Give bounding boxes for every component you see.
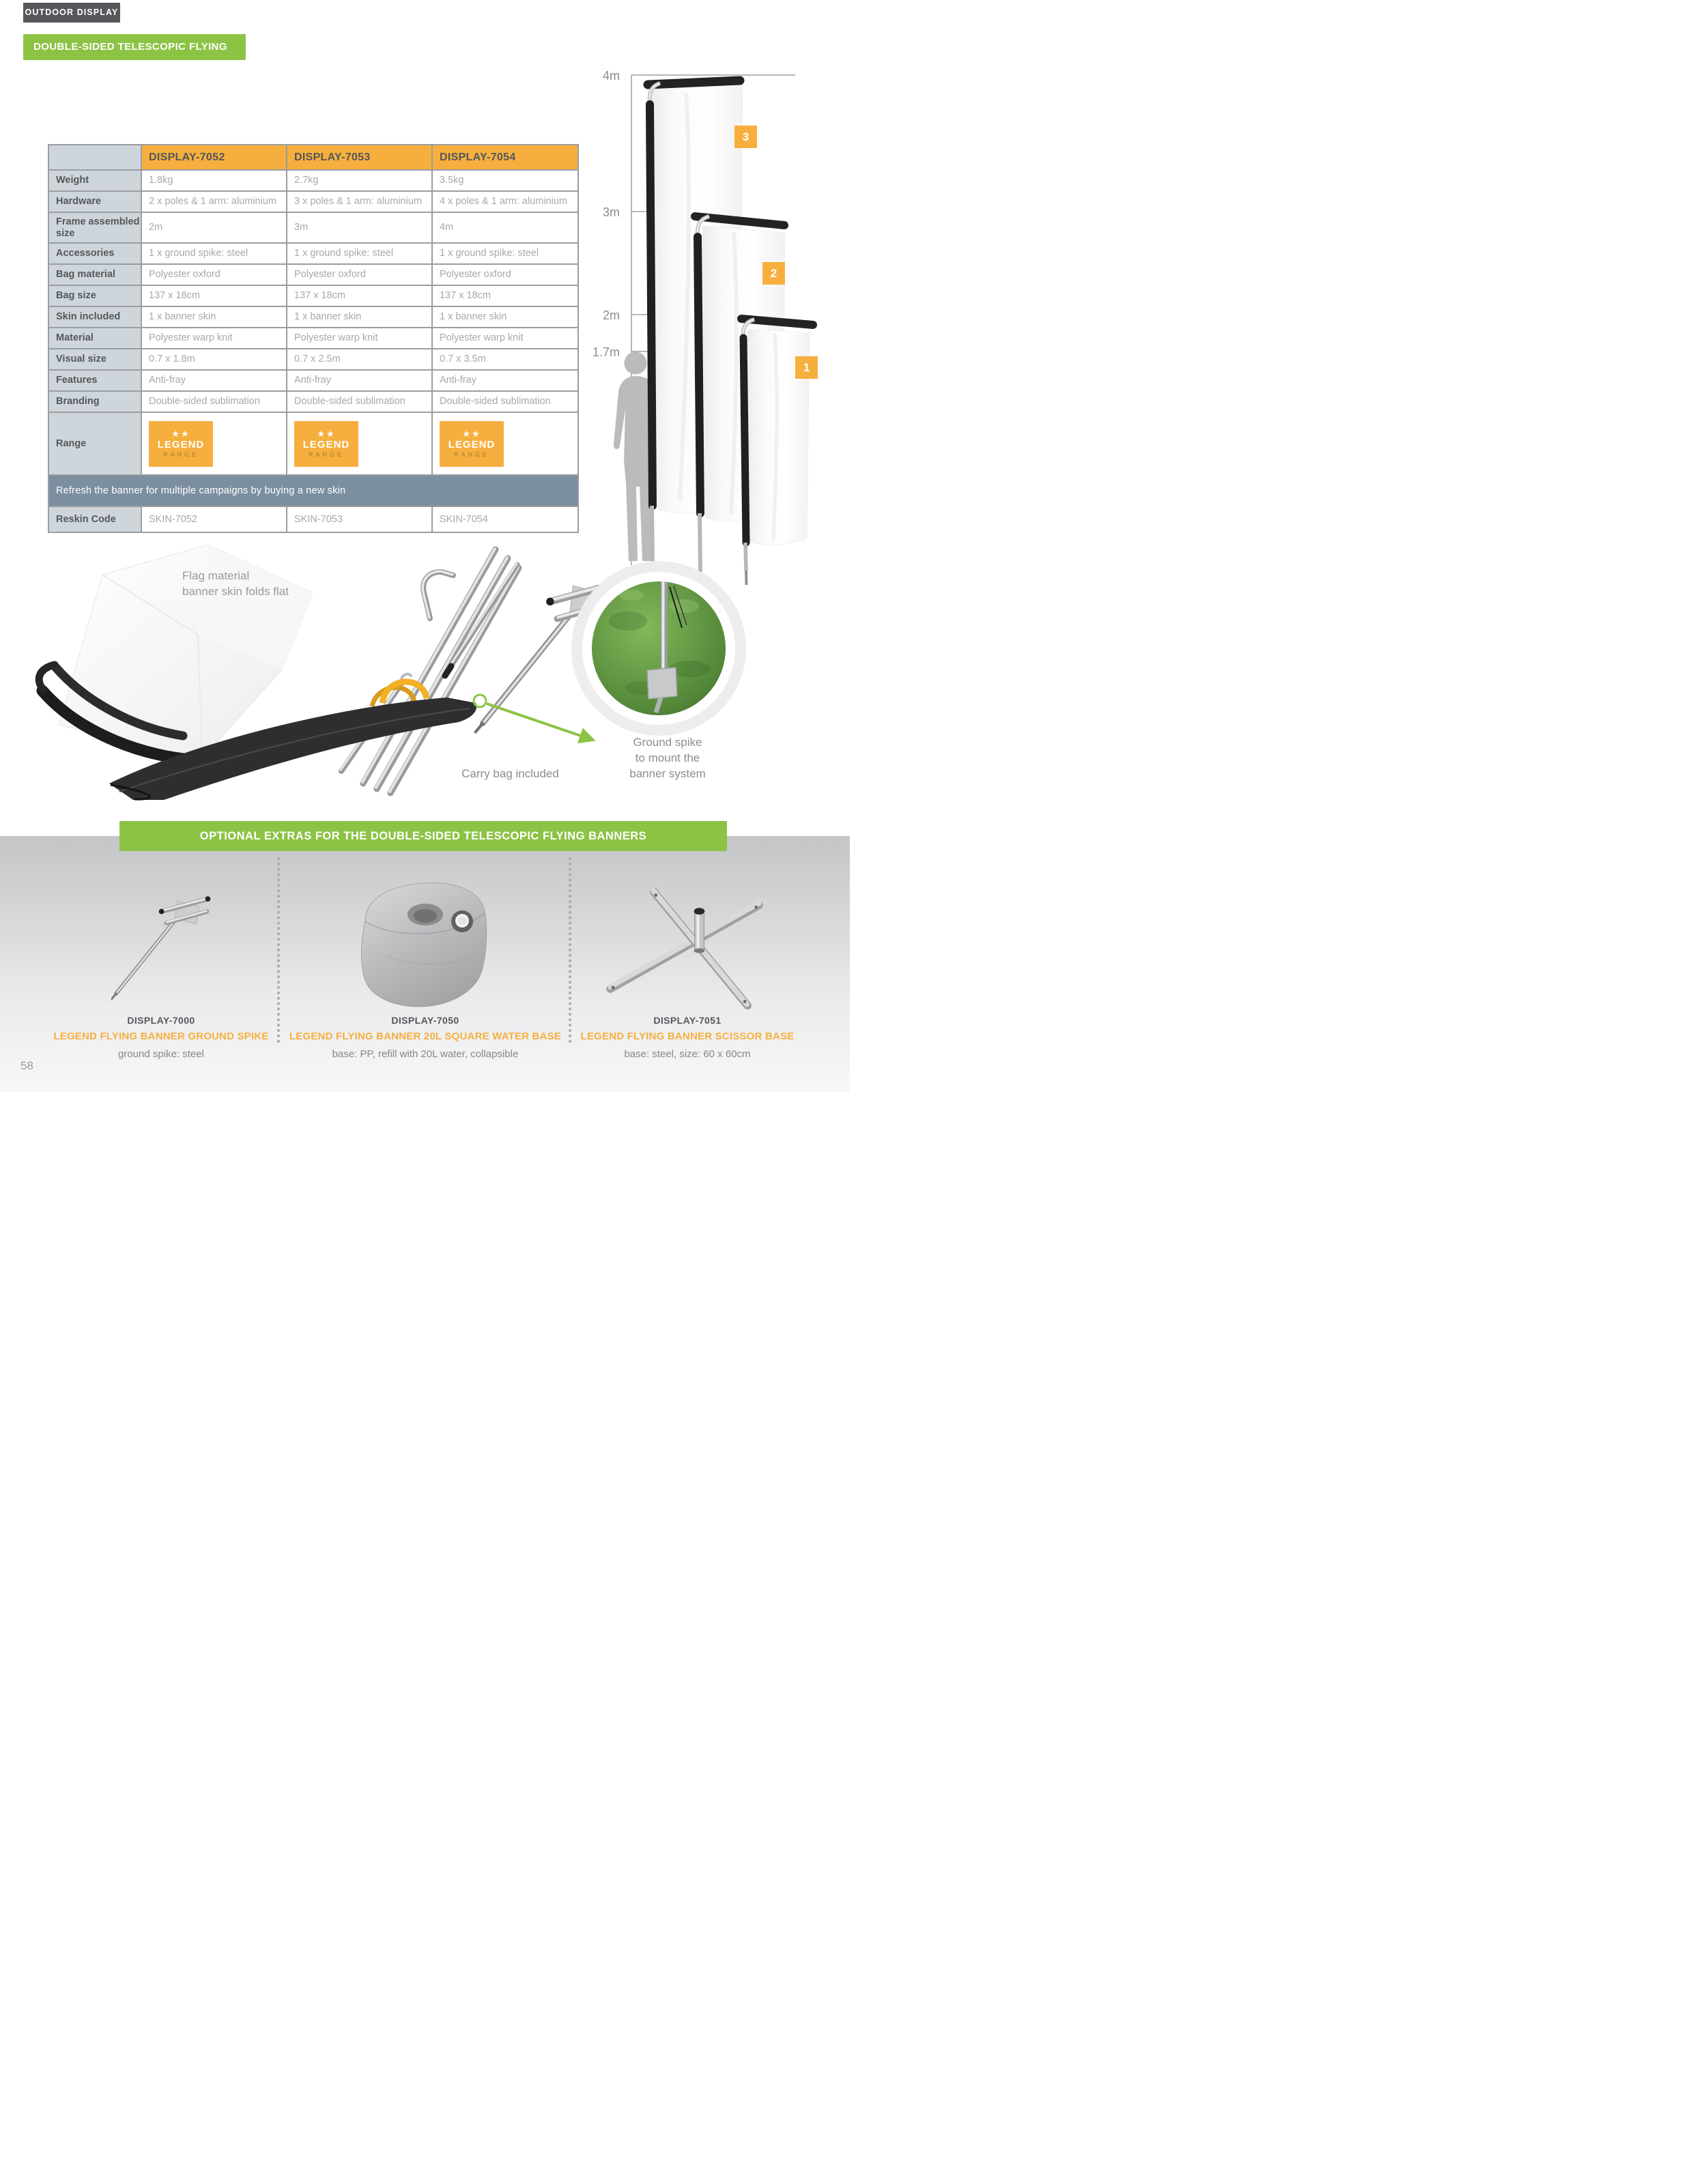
category-tag: OUTDOOR DISPLAY (23, 3, 120, 23)
cell: 2.7kg (287, 170, 432, 191)
row-label: Skin included (48, 306, 141, 328)
cell (141, 412, 287, 475)
product-name: LEGEND FLYING BANNER SCISSOR BASE (580, 1031, 795, 1042)
cell: Polyester warp knit (287, 328, 432, 349)
cell: 3.5kg (432, 170, 578, 191)
cell (287, 412, 432, 475)
legend-range-badge (440, 421, 504, 467)
product-code: DISPLAY-7000 (127, 1015, 195, 1026)
range-brand: LEGEND (157, 438, 205, 450)
cell: 137 x 18cm (432, 285, 578, 306)
product-name: LEGEND FLYING BANNER 20L SQUARE WATER BASE (289, 1031, 562, 1042)
note-row (48, 475, 578, 506)
stars-icon: ★★ (462, 428, 481, 439)
table-row (48, 370, 578, 391)
page-number: 58 (20, 1059, 33, 1072)
cell: 0.7 x 2.5m (287, 349, 432, 370)
cell: SKIN-7052 (141, 506, 287, 532)
cell: Polyester warp knit (432, 328, 578, 349)
range-word: RANGE (162, 450, 199, 458)
cell: SKIN-7054 (432, 506, 578, 532)
caption-line: banner skin folds flat (182, 585, 289, 598)
cell: Double-sided sublimation (432, 391, 578, 412)
cell: 0.7 x 3.5m (432, 349, 578, 370)
range-word: RANGE (453, 450, 489, 458)
cell: 2m (141, 212, 287, 243)
product-card (11, 1015, 311, 1060)
table-header-row (48, 145, 578, 170)
product-desc: ground spike: steel (118, 1048, 204, 1060)
cell: 137 x 18cm (141, 285, 287, 306)
cell: Polyester warp knit (141, 328, 287, 349)
range-word: RANGE (308, 450, 344, 458)
cell: 2 x poles & 1 arm: aluminium (141, 191, 287, 212)
badge-3: 3 (734, 126, 757, 148)
table-row (48, 191, 578, 212)
banner-size-illustration (584, 65, 850, 594)
tick-4m: 4m (602, 69, 620, 83)
product-card (275, 1015, 575, 1060)
caption-line: banner system (629, 767, 706, 780)
cell: 1 x ground spike: steel (141, 243, 287, 264)
product-code: DISPLAY-7051 (653, 1015, 722, 1026)
column-header: DISPLAY-7052 (141, 145, 287, 170)
reskin-row (48, 506, 578, 532)
table-row (48, 285, 578, 306)
telescopic-poles (341, 549, 519, 793)
cell: 1.8kg (141, 170, 287, 191)
product-scissor-base-image (595, 882, 770, 1016)
callout-ring (474, 695, 486, 707)
table-row (48, 264, 578, 285)
product-card (537, 1015, 838, 1060)
row-label: Range (48, 412, 141, 475)
range-brand: LEGEND (448, 438, 496, 450)
cell: 4m (432, 212, 578, 243)
spec-table (48, 144, 579, 533)
caption-line: Ground spike (633, 736, 702, 749)
cell: 137 x 18cm (287, 285, 432, 306)
cell: Anti-fray (432, 370, 578, 391)
cell: Polyester oxford (141, 264, 287, 285)
tick-2m: 2m (602, 308, 620, 322)
row-label: Weight (48, 170, 141, 191)
extras-title: OPTIONAL EXTRAS FOR THE DOUBLE-SIDED TELESCOPIC FLYING BANNERS (119, 821, 727, 851)
cell: 1 x ground spike: steel (432, 243, 578, 264)
table-row (48, 391, 578, 412)
row-label: Frame assembled size (48, 212, 141, 243)
row-label: Reskin Code (48, 506, 141, 532)
product-desc: base: PP, refill with 20L water, collapsible (332, 1048, 519, 1060)
row-label: Bag material (48, 264, 141, 285)
caption-line: to mount the (635, 751, 700, 764)
badge-2: 2 (762, 262, 785, 285)
row-label: Hardware (48, 191, 141, 212)
row-label: Accessories (48, 243, 141, 264)
range-row (48, 412, 578, 475)
ground-spike-inset-photo (571, 561, 746, 736)
table-row (48, 170, 578, 191)
product-ground-spike-image (111, 885, 214, 1012)
carry-bag-caption: Carry bag included (461, 767, 559, 780)
cell: 1 x banner skin (287, 306, 432, 328)
tick-3m: 3m (602, 205, 620, 219)
cell: 1 x banner skin (141, 306, 287, 328)
cell: 1 x ground spike: steel (287, 243, 432, 264)
cell: 0.7 x 1.8m (141, 349, 287, 370)
tick-1-7m: 1.7m (592, 345, 620, 359)
table-row (48, 243, 578, 264)
product-code: DISPLAY-7050 (391, 1015, 459, 1026)
row-label: Features (48, 370, 141, 391)
legend-range-badge (149, 421, 213, 467)
cell: 3 x poles & 1 arm: aluminium (287, 191, 432, 212)
ground-spike-caption (608, 734, 728, 781)
row-label: Bag size (48, 285, 141, 306)
reskin-note: Refresh the banner for multiple campaigns by buying a new skin (48, 475, 578, 506)
cell: Anti-fray (141, 370, 287, 391)
product-name: LEGEND FLYING BANNER GROUND SPIKE (53, 1031, 269, 1042)
cell: Double-sided sublimation (287, 391, 432, 412)
column-header: DISPLAY-7053 (287, 145, 432, 170)
row-label: Visual size (48, 349, 141, 370)
cell: 3m (287, 212, 432, 243)
table-row (48, 306, 578, 328)
row-label: Material (48, 328, 141, 349)
cell: Double-sided sublimation (141, 391, 287, 412)
legend-range-badge (294, 421, 358, 467)
corner-cell (48, 145, 141, 170)
column-header: DISPLAY-7054 (432, 145, 578, 170)
table-row (48, 212, 578, 243)
callout-arrow (474, 695, 592, 740)
caption-line: Flag material (182, 569, 250, 582)
badge-1: 1 (795, 356, 818, 379)
flag-material-caption (182, 568, 346, 599)
stars-icon: ★★ (317, 428, 336, 439)
row-label: Branding (48, 391, 141, 412)
cell: 1 x banner skin (432, 306, 578, 328)
catalog-page (0, 0, 850, 1092)
cell: 4 x poles & 1 arm: aluminium (432, 191, 578, 212)
table-row (48, 349, 578, 370)
range-brand: LEGEND (302, 438, 350, 450)
cell (432, 412, 578, 475)
table-row (48, 328, 578, 349)
cell: SKIN-7053 (287, 506, 432, 532)
page-title: DOUBLE-SIDED TELESCOPIC FLYING BANNERS (23, 34, 246, 60)
cell: Polyester oxford (432, 264, 578, 285)
cell: Polyester oxford (287, 264, 432, 285)
product-water-base-image (345, 874, 502, 1017)
cell: Anti-fray (287, 370, 432, 391)
product-desc: base: steel, size: 60 x 60cm (624, 1048, 751, 1060)
stars-icon: ★★ (171, 428, 190, 439)
